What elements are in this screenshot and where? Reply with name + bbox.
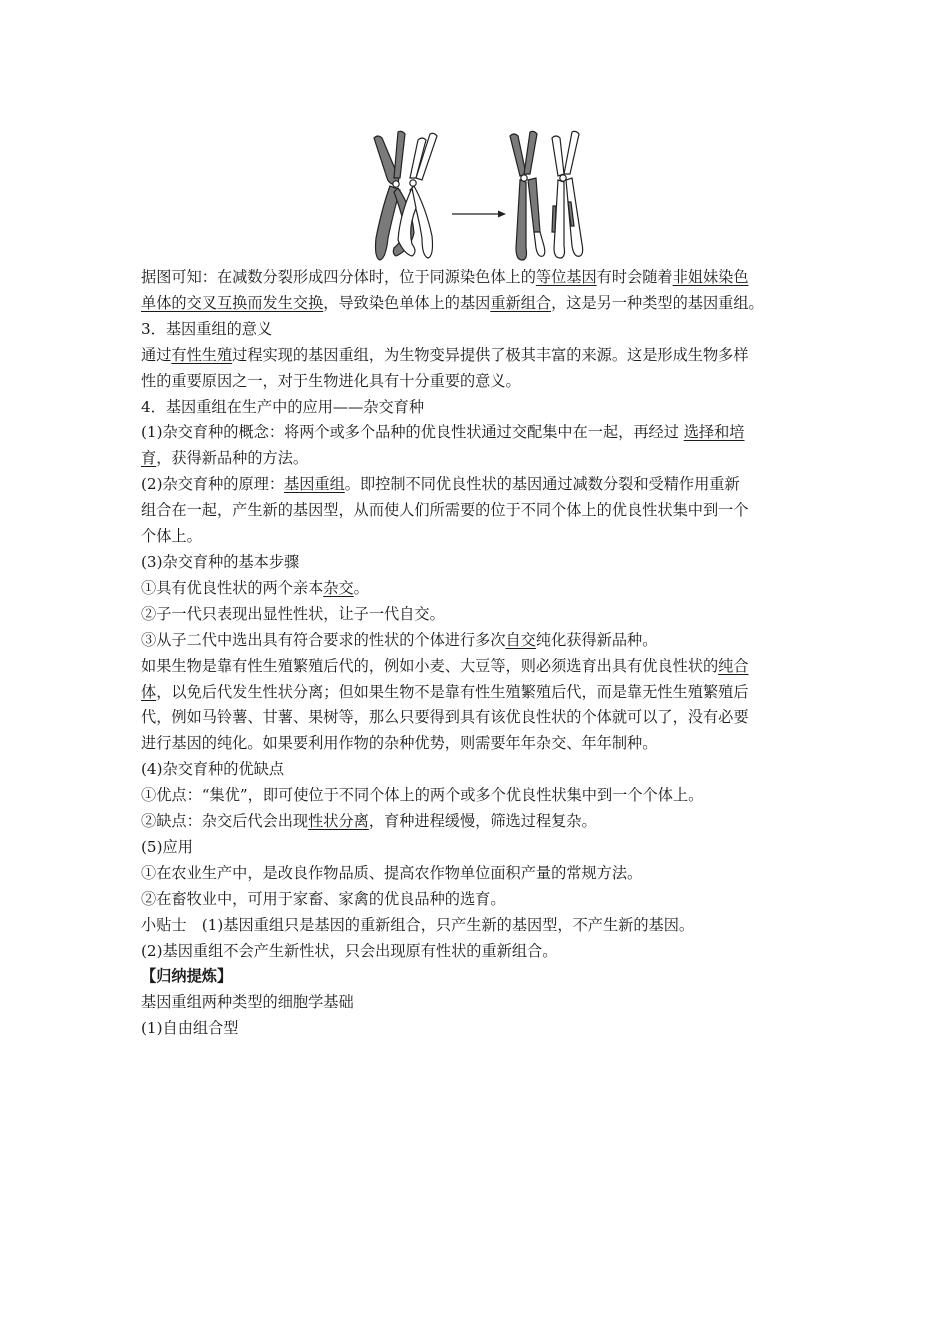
text-segment: ，以免后代发生性状分离；但如果生物不是靠有性生殖繁殖后代，而是靠无性生殖繁殖后	[156, 682, 749, 701]
text-line	[141, 369, 831, 395]
homologous-pair-after	[510, 131, 583, 260]
text-segment: ①具有优良性状的两个亲本	[141, 578, 324, 597]
text-segment: 通过	[141, 345, 172, 364]
text-segment: ①在农业生产中，是改良作物品质、提高农作物单位面积产量的常规方法。	[141, 863, 643, 882]
underlined-answer: 有性生殖	[171, 345, 233, 364]
underlined-answer: 性状分离	[308, 812, 369, 831]
text-line	[141, 939, 831, 965]
text-segment: 基因重组两种类型的细胞学基础	[141, 993, 354, 1012]
text-line	[141, 783, 831, 809]
text-line	[141, 887, 831, 913]
underlined-answer: 育	[141, 449, 157, 468]
text-segment: ②缺点：杂交后代会出现	[141, 812, 309, 831]
underlined-answer: 自交	[505, 630, 536, 649]
text-line	[141, 265, 831, 291]
text-segment: 个体上。	[141, 527, 202, 546]
text-line	[141, 317, 831, 343]
text-line	[141, 420, 831, 446]
text-line	[141, 731, 831, 757]
underlined-answer: 基因重组	[284, 475, 345, 494]
text-segment: ，育种进程缓慢，筛选过程复杂。	[368, 812, 597, 831]
underlined-answer: 重新组合	[490, 293, 552, 312]
text-segment: (2)基因重组不会产生新性状，只会出现原有性状的重新组合。	[141, 941, 558, 960]
text-segment: 有时会随着	[596, 268, 673, 286]
text-line	[141, 576, 831, 602]
text-segment: (1)自由组合型	[141, 1019, 239, 1038]
underlined-answer: 选择和培	[683, 423, 745, 442]
text-line	[141, 343, 831, 369]
homologous-pair-before	[374, 131, 437, 260]
arrow-icon	[452, 211, 506, 218]
text-segment: 如果生物是靠有性生殖繁殖后代的，例如小麦、大豆等，则必须选育出具有优良性状的	[141, 656, 719, 675]
underlined-answer: 单体的交叉互换而发生交换	[141, 293, 324, 312]
text-line	[141, 395, 831, 421]
text-line	[141, 291, 831, 317]
text-segment: 进行基因的纯化。如果要利用作物的杂种优势，则需要年年杂交、年年制种。	[141, 734, 658, 753]
text-segment: (2)杂交育种的原理：	[141, 475, 285, 494]
text-line	[141, 654, 831, 680]
text-segment: 。	[353, 578, 369, 597]
text-segment: (5)应用	[141, 837, 193, 856]
text-segment: 。即控制不同优良性状的基因通过减数分裂和受精作用重新	[344, 475, 740, 494]
text-segment: ①优点：“集优”，即可使位于不同个体上的两个或多个优良性状集中到一个个体上。	[141, 786, 704, 805]
crossover-diagram	[360, 128, 590, 263]
text-line	[141, 913, 831, 939]
text-line	[141, 990, 831, 1016]
text-line	[141, 524, 831, 550]
text-line	[141, 705, 831, 731]
text-segment: 性的重要原因之一，对于生物进化具有十分重要的意义。	[141, 371, 521, 390]
text-segment: ，获得新品种的方法。	[156, 449, 309, 468]
text-segment: ②子一代只表现出显性性状，让子一代自交。	[141, 604, 445, 623]
underlined-answer: 非姐妹染色	[672, 268, 749, 286]
text-line	[141, 472, 831, 498]
text-segment: ③从子二代中选出具有符合要求的性状的个体进行多次	[141, 630, 506, 649]
section-heading: 【归纳提炼】	[141, 967, 233, 986]
text-segment: 组合在一起，产生新的基因型，从而使人们所需要的位于不同个体上的优良性状集中到一个	[141, 501, 749, 520]
text-segment: 小贴士 (1)基因重组只是基因的重新组合，只产生新的基因型，不产生新的基因。	[141, 915, 695, 934]
text-segment: (4)杂交育种的优缺点	[141, 760, 285, 779]
text-segment: 代，例如马铃薯、甘薯、果树等，那么只要得到具有该优良性状的个体就可以了，没有必要	[141, 708, 749, 727]
underlined-answer: 体	[141, 682, 157, 701]
text-line	[141, 602, 831, 628]
text-line	[141, 680, 831, 706]
text-segment: 纯化获得新品种。	[535, 630, 658, 649]
text-line	[141, 809, 831, 835]
text-segment: ，导致染色单体上的基因	[323, 293, 491, 312]
text-line	[141, 498, 831, 524]
text-line	[141, 1016, 831, 1042]
text-line	[141, 835, 831, 861]
text-line	[141, 446, 831, 472]
text-line	[141, 861, 831, 887]
text-line	[141, 964, 831, 990]
underlined-answer: 杂交	[323, 578, 354, 597]
document-body	[141, 265, 831, 1042]
text-segment: ，这是另一种类型的基因重组。	[551, 293, 764, 312]
text-segment: 据图可知：在减数分裂形成四分体时，位于同源染色体上的	[141, 268, 536, 286]
underlined-answer: 等位基因	[535, 268, 597, 286]
text-segment: 3．基因重组的意义	[141, 319, 273, 338]
text-segment: (3)杂交育种的基本步骤	[141, 552, 300, 571]
text-segment: ②在畜牧业中，可用于家畜、家禽的优良品种的选育。	[141, 889, 506, 908]
text-segment: (1)杂交育种的概念：将两个或多个品种的优良性状通过交配集中在一起，再经过	[141, 423, 684, 442]
underlined-answer: 纯合	[718, 656, 749, 675]
chromosome-crossover-figure	[360, 128, 590, 263]
text-line	[141, 550, 831, 576]
text-line	[141, 757, 831, 783]
text-segment: 过程实现的基因重组，为生物变异提供了极其丰富的来源。这是形成生物多样	[232, 345, 749, 364]
text-segment: 4．基因重组在生产中的应用——杂交育种	[141, 397, 425, 416]
text-line	[141, 628, 831, 654]
